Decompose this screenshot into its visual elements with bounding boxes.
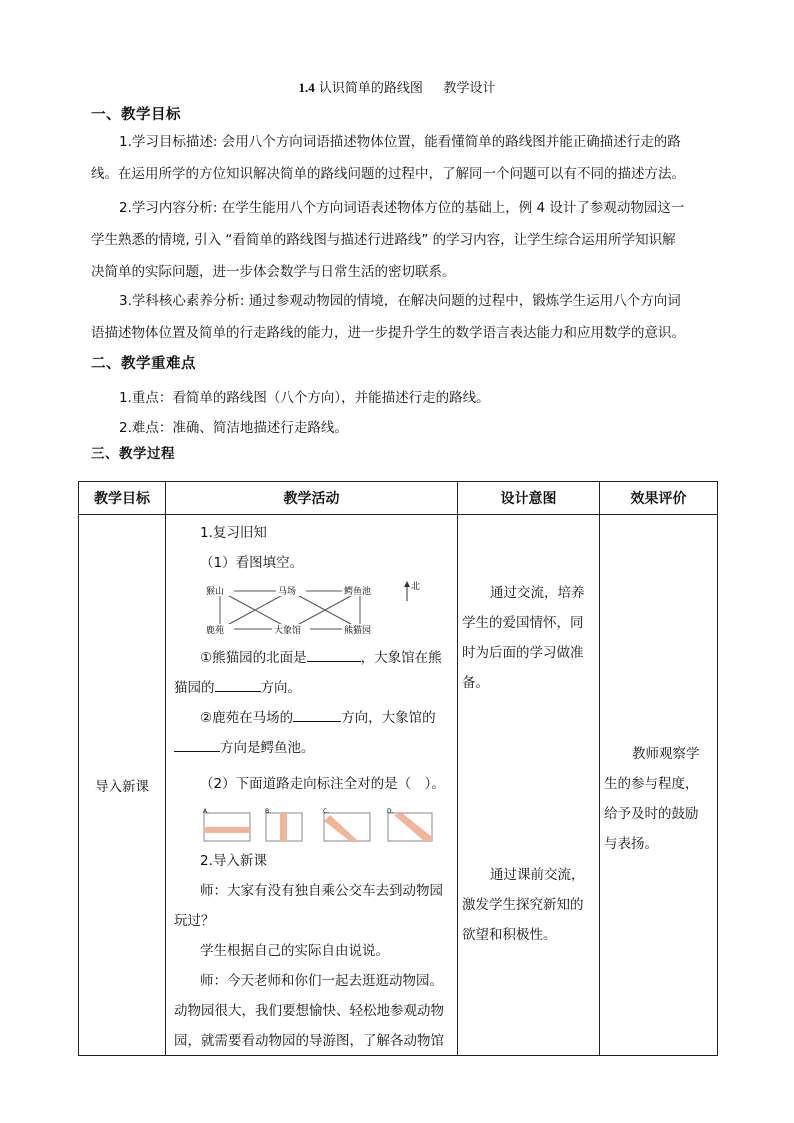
evaluation-line2: 生的参与程度， [604,776,699,792]
table-row [79,515,718,1056]
map-label-tm: 马场 [278,587,297,597]
map-label-tr: 鳄鱼池 [344,587,372,597]
design-2-line2: 激发学生探究新知的 [462,897,584,913]
header-evaluation: 效果评价 [600,482,718,515]
question-1b-cont [174,733,456,763]
evaluation-text [604,739,716,859]
header-activity: 教学活动 [166,482,458,515]
north-arrowhead-icon [404,581,410,587]
heading-difficulties: 二、教学重难点 [91,356,196,372]
option-c[interactable] [323,808,370,841]
design-1-line4: 备。 [462,675,489,691]
option-d[interactable] [387,808,432,841]
table-header-row [79,482,718,515]
q1a-text-3: 猫园的 [174,680,215,696]
teacher-line-2c: 园，就需要看动物园的导游图，了解各动物馆 [174,1033,444,1049]
heading-process: 三、教学过程 [91,446,175,462]
design-1-line2: 学生的爱国情怀，同 [462,615,584,631]
teacher-line-1b: 玩过？ [174,913,215,929]
answer-blank[interactable] [293,708,341,722]
header-design: 设计意图 [458,482,600,515]
answer-blank[interactable] [307,648,361,662]
design-2-line3: 欲望和积极性。 [462,927,557,943]
goal-p2-line3: 决简单的实际问题，进一步体会数学与日常生活的密切联系。 [91,264,456,280]
title-number: 1.4 [298,80,315,95]
evaluation-line1: 教师观察学 [632,746,700,762]
key-point: 1.重点：看简单的路线图（八个方向），并能描述行走的路线。 [119,390,490,406]
question-1: （1）看图填空。 [200,555,304,571]
design-intent-1 [462,578,594,698]
review-heading: 1.复习旧知 [200,525,267,541]
map-label-tl: 猴山 [206,587,225,597]
option-b[interactable] [265,808,302,841]
evaluation-line3: 给予及时的鼓励 [604,806,699,822]
goal-p1-line1: 1.学习目标描述: 会用八个方向词语描述物体位置，能看懂简单的路线图并能正确描述行走的路 [119,134,681,150]
goal-p3-line1: 3.学科核心素养分析: 通过参观动物园的情境，在解决问题的过程中，锻炼学生运用八个方向词 [119,293,681,309]
question-1a [200,643,482,673]
q1b-text-3: 方向是鳄鱼池。 [220,740,315,756]
heading-goals: 一、教学目标 [91,107,181,123]
title-name: 认识简单的路线图 [318,81,423,96]
cell-evaluation [600,515,718,1056]
teacher-line-1a: 师：大家有没有独自乘公交车去到动物园 [200,883,443,899]
design-1-line1: 通过交流，培养 [490,585,585,601]
q1a-text-2: ，大象馆在熊 [360,650,442,666]
goal-p1-line2: 线。在运用所学的方位知识解决简单的路线问题的过程中，了解同一个问题可以有不同的描述方法。 [91,166,685,182]
goal-p2-line1: 2.学习内容分析: 在学生能用八个方向词语表述物体方位的基础上，例 4 设计了参观动物园这一 [119,200,685,216]
option-c-label: C. [323,808,330,815]
q1a-text-1: ①熊猫园的北面是 [200,650,307,666]
option-a-label: A. [203,808,209,815]
teacher-line-2a: 师：今天老师和你们一起去逛逛动物园。 [200,973,443,989]
goal-label: 导入新课 [95,779,149,795]
q1b-text-1: ②鹿苑在马场的 [200,710,294,726]
answer-blank[interactable] [174,738,220,752]
header-goal: 教学目标 [79,482,166,515]
difficult-point: 2.难点：准确、简洁地描述行走路线。 [119,420,348,436]
design-1-line3: 时为后面的学习做准 [462,645,584,661]
option-d-label: D. [387,808,394,815]
goal-paragraph-3 [91,285,711,349]
question-1a-cont [174,673,456,703]
title-suffix: 教学设计 [443,81,496,96]
design-intent-2 [462,860,594,950]
answer-blank[interactable] [215,678,261,692]
option-a[interactable] [203,808,250,841]
north-label: 北 [411,582,421,592]
teaching-process-table [78,481,718,1056]
question-1b [200,703,482,733]
goal-p2-line2: 学生熟悉的情境, 引入 “看简单的路线图与描述行进路线” 的学习内容，让学生综合运用所学知识解 [91,232,676,248]
q1b-text-2: 方向，大象馆的 [341,710,436,726]
cell-activity [166,515,458,1056]
map-label-br: 熊猫园 [344,626,372,636]
cell-design [458,515,600,1056]
road-options-figure [202,807,442,843]
option-b-label: B. [265,808,272,815]
design-2-line1: 通过课前交流， [490,867,585,883]
goal-paragraph-2 [91,192,711,288]
page-title [0,77,794,96]
teacher-line-2b: 动物园很大，我们要想愉快、轻松地参观动物 [174,1003,444,1019]
route-map-figure [202,579,432,641]
evaluation-line4: 与表扬。 [604,836,658,852]
map-label-bm: 大象馆 [274,626,302,636]
q1a-text-4: 方向。 [260,680,301,696]
goal-p3-line2: 语描述物体位置及简单的行走路线的能力，进一步提升学生的数学语言表达能力和应用数学的意识。 [91,325,685,341]
student-line: 学生根据自己的实际自由说说。 [200,943,389,959]
intro-heading: 2.导入新课 [200,853,267,869]
cell-goal [79,515,166,1056]
question-2: （2）下面道路走向标注全对的是（ ）。 [200,776,445,792]
map-label-bl: 鹿苑 [206,626,225,636]
goal-paragraph-1 [91,126,711,190]
